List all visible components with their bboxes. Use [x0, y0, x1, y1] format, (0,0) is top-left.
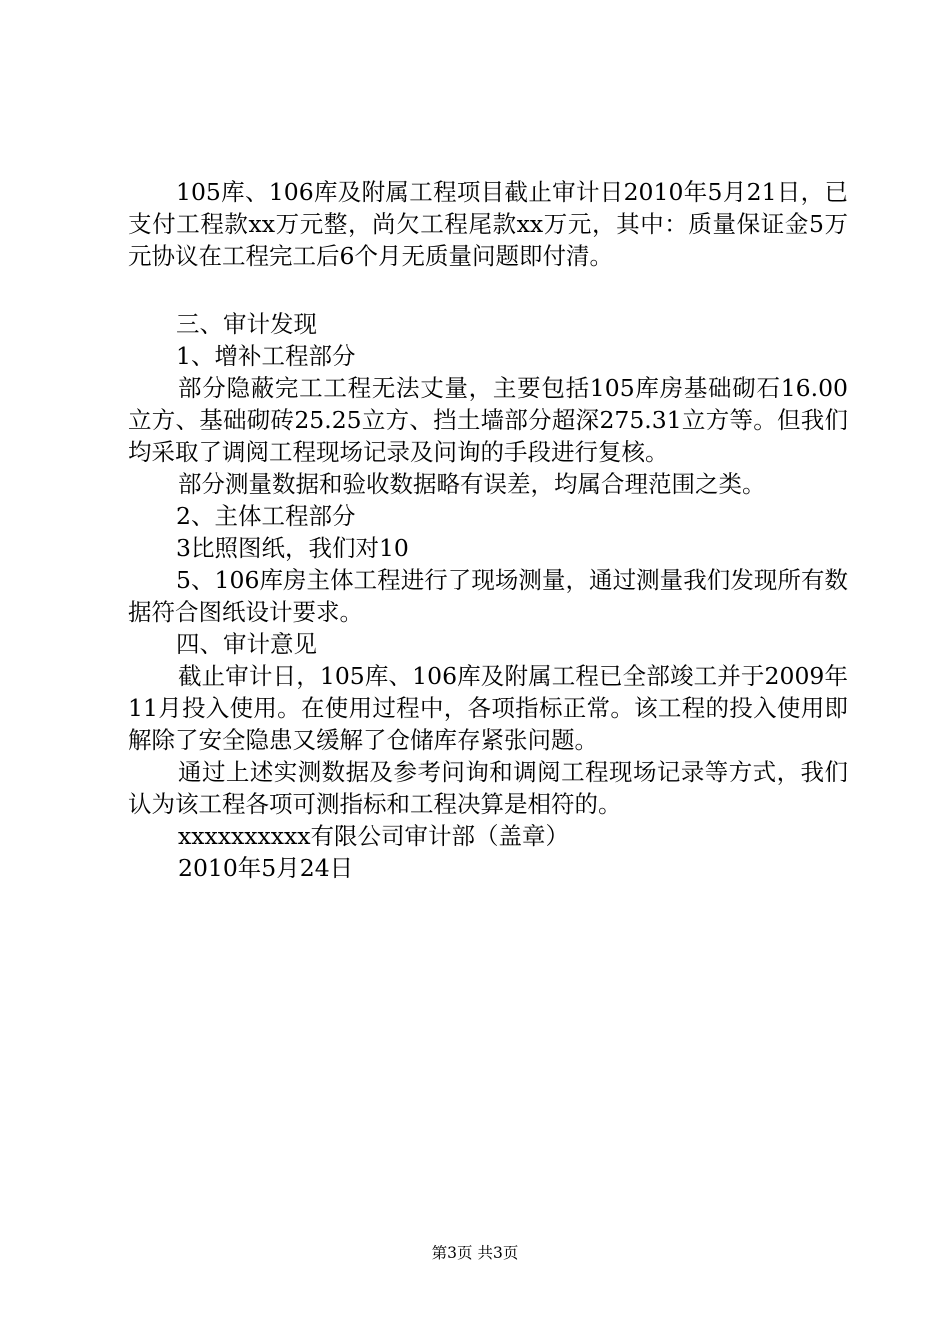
- paragraph-completion: 截止审计日，105库、106库及附属工程已全部竣工并于2009年11月投入使用。在使用过程中，各项指标正常。该工程的投入使用即解除了安全隐患又缓解了仓储库存紧张问题。: [128, 662, 848, 754]
- document-body: [128, 176, 848, 884]
- paragraph-payment-status: 105库、106库及附属工程项目截止审计日2010年5月21日，已支付工程款xx万元整，尚欠工程尾款xx万元，其中：质量保证金5万元协议在工程完工后6个月无质量问题即付清。: [128, 178, 848, 270]
- paragraph-field-measurement: 5、106库房主体工程进行了现场测量，通过测量我们发现所有数据符合图纸设计要求。: [128, 566, 848, 626]
- paragraph-measurement-error: 部分测量数据和验收数据略有误差，均属合理范围之类。: [178, 470, 766, 498]
- subheading-supplementary-works: 1、增补工程部分: [176, 342, 356, 370]
- paragraph-conclusion: 通过上述实测数据及参考问询和调阅工程现场记录等方式，我们认为该工程各项可测指标和工程决算是相符的。: [128, 758, 848, 818]
- section-heading-audit-opinion: 四、审计意见: [176, 630, 317, 658]
- signature-company: xxxxxxxxxx有限公司审计部（盖章）: [178, 822, 570, 850]
- section-heading-audit-findings: 三、审计发现: [176, 310, 317, 338]
- paragraph-hidden-works: 部分隐蔽完工工程无法丈量，主要包括105库房基础砌石16.00立方、基础砌砖25.25立方、挡土墙部分超深275.31立方等。但我们均采取了调阅工程现场记录及问询的手段进行复核。: [128, 374, 848, 466]
- page-footer: 第3页 共3页: [431, 1244, 519, 1262]
- paragraph-drawing-comparison: 3比照图纸，我们对10: [176, 534, 409, 562]
- signature-date: 2010年5月24日: [178, 854, 354, 882]
- subheading-main-works: 2、主体工程部分: [176, 502, 356, 530]
